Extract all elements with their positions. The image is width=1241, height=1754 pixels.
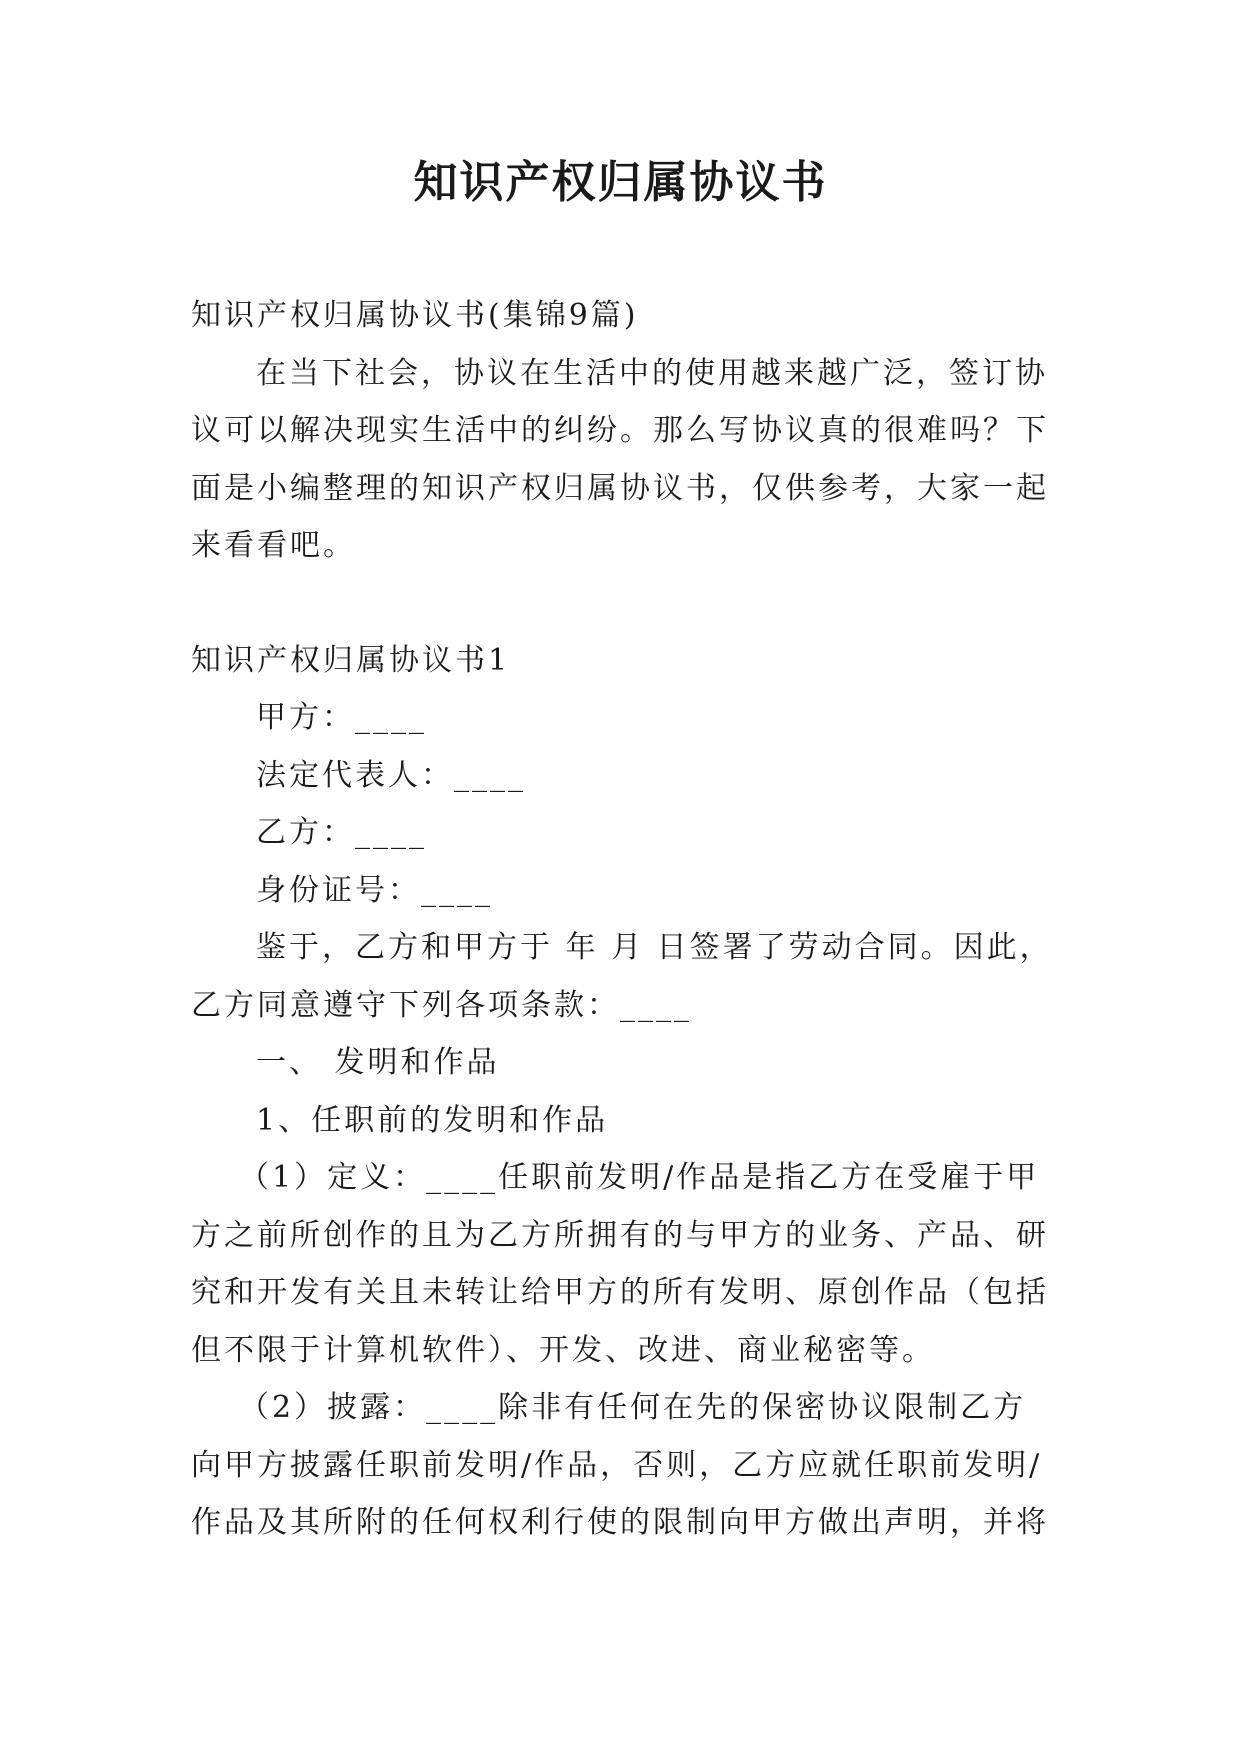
paragraph-line: 在当下社会，协议在生活中的使用越来越广泛，签订协 (256, 355, 1048, 391)
paragraph-line: 乙方同意遵守下列各项条款：____ (191, 987, 692, 1023)
section-heading: 知识产权归属协议书1 (191, 642, 511, 678)
field-line-party-a: 甲方：____ (256, 700, 427, 735)
paragraph-line: 作品及其所附的任何权利行使的限制向甲方做出声明，并将 (191, 1505, 1049, 1540)
document-title: 知识产权归属协议书 (413, 157, 828, 208)
document-body (191, 287, 1051, 1552)
clause-heading: 一、 发明和作品 (256, 1045, 500, 1080)
field-line-legal-rep: 法定代表人：____ (256, 757, 526, 793)
paragraph-line: 究和开发有关且未转让给甲方的所有发明、原创作品（包括 (191, 1275, 1049, 1310)
paragraph-line: 来看看吧。 (191, 528, 356, 563)
paragraph-line: 但不限于计算机软件）、开发、改进、商业秘密等。 (191, 1332, 935, 1368)
paragraph-line: 鉴于，乙方和甲方于 年 月 日签署了劳动合同。因此， (256, 930, 1053, 965)
paragraph-line: （1）定义：____任职前发明/作品是指乙方在受雇于甲 (239, 1160, 1040, 1195)
subtitle-line: 知识产权归属协议书(集锦9篇) (191, 298, 639, 333)
field-line-party-b: 乙方：____ (256, 815, 427, 850)
paragraph-line: 议可以解决现实生活中的纠纷。那么写协议真的很难吗？下 (191, 413, 1049, 448)
blank-line (191, 575, 1051, 632)
field-line-id-number: 身份证号：____ (256, 872, 493, 908)
paragraph-line: （2）披露：____除非有任何在先的保密协议限制乙方 (239, 1390, 1027, 1425)
clause-subheading: 1、任职前的发明和作品 (256, 1102, 609, 1138)
paragraph-line: 方之前所创作的且为乙方所拥有的与甲方的业务、产品、研 (191, 1217, 1049, 1253)
paragraph-line: 向甲方披露任职前发明/作品，否则，乙方应就任职前发明/ (191, 1447, 1043, 1483)
paragraph-line: 面是小编整理的知识产权归属协议书，仅供参考，大家一起 (191, 470, 1049, 506)
